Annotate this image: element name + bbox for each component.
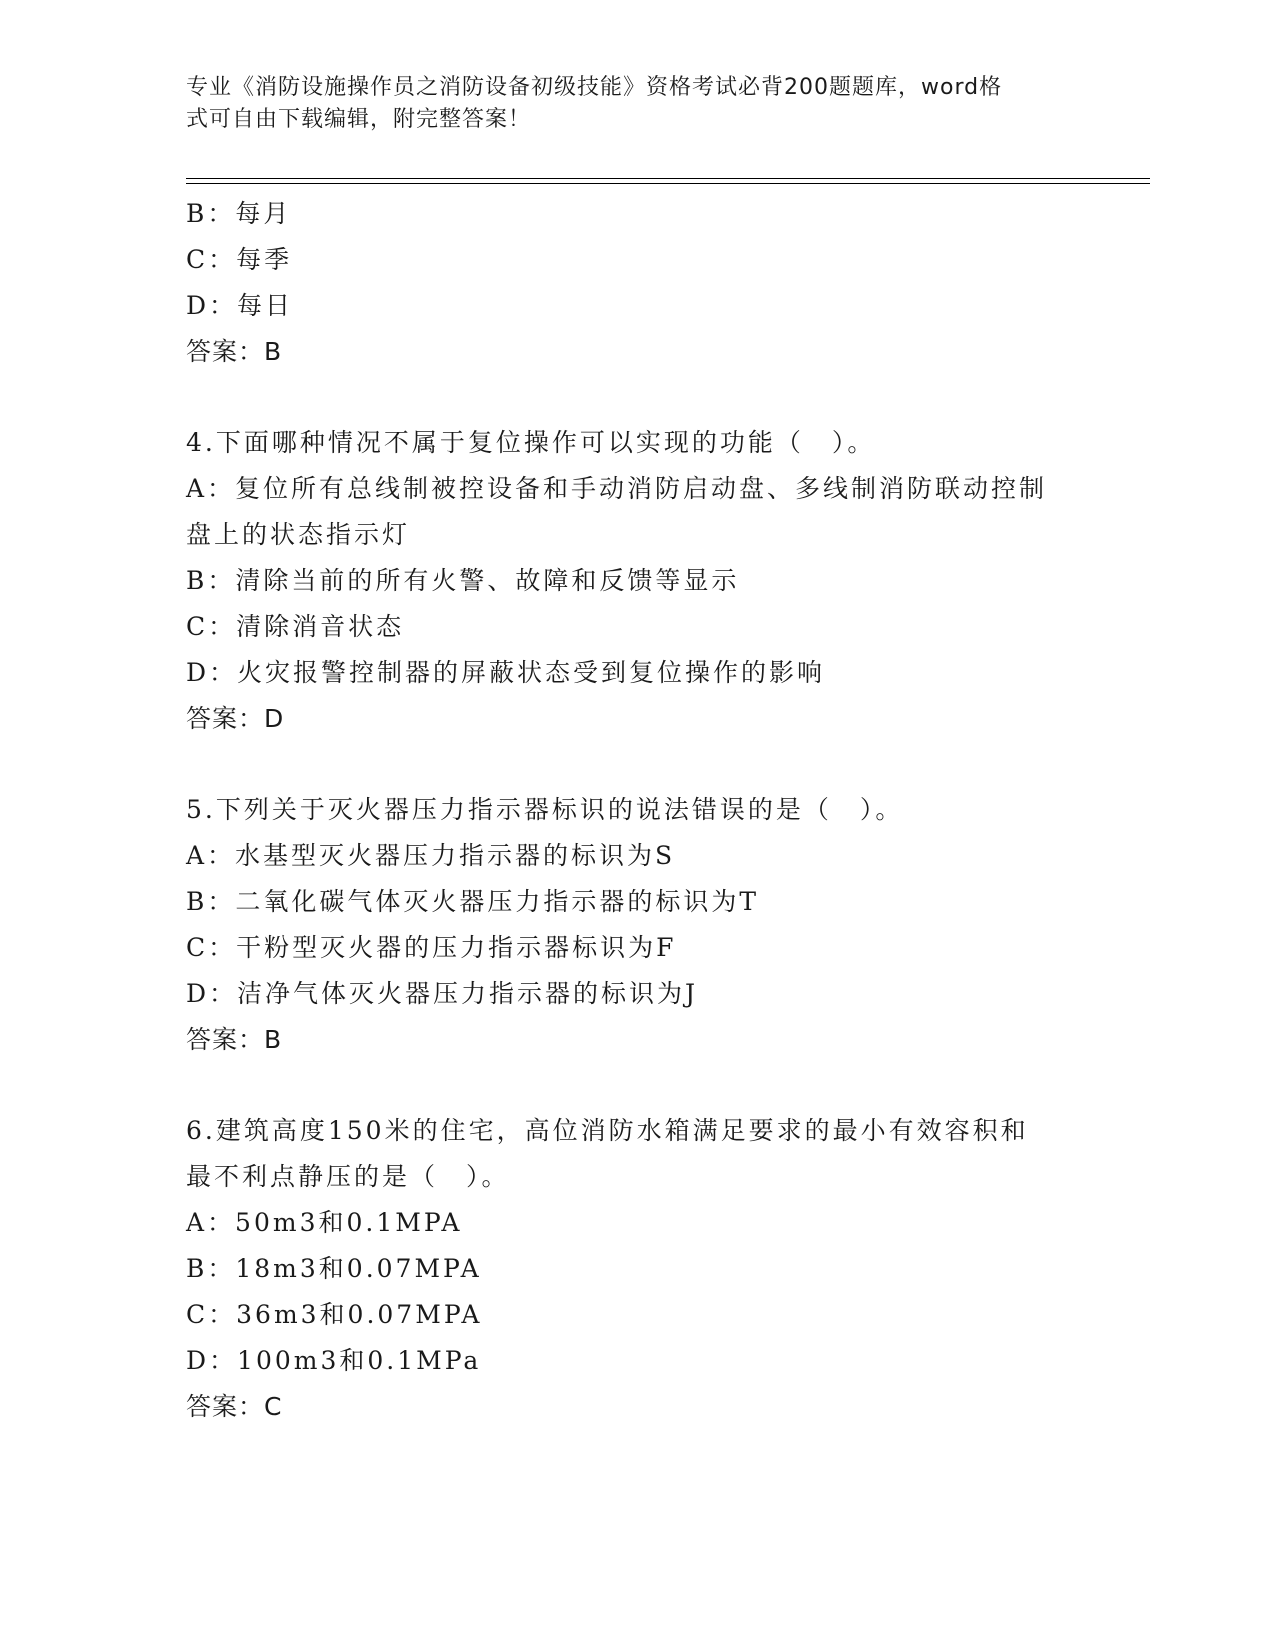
q6-option-d: D：100m3和0.1MPa (186, 1346, 482, 1375)
q4-question: 4.下面哪种情况不属于复位操作可以实现的功能（ ）。 (186, 428, 876, 457)
q4-option-a-line-2: 盘上的状态指示灯 (186, 520, 411, 549)
q4-option-b: B：清除当前的所有火警、故障和反馈等显示 (186, 566, 740, 595)
question-4-block (186, 420, 1086, 742)
q3-answer: 答案：B (186, 337, 283, 366)
q6-answer: 答案：C (186, 1392, 283, 1421)
document-header (186, 72, 1066, 136)
q5-option-b: B：二氧化碳气体灭火器压力指示器的标识为T (186, 887, 760, 916)
header-line-2: 式可自由下载编辑，附完整答案！ (186, 107, 532, 132)
q5-option-d: D：洁净气体灭火器压力指示器的标识为J (186, 979, 699, 1008)
q6-option-b: B：18m3和0.07MPA (186, 1254, 482, 1283)
q5-answer: 答案：B (186, 1025, 283, 1054)
q3-option-b: B：每月 (186, 199, 292, 228)
question-3-block (186, 191, 1086, 375)
spacer (186, 742, 1086, 787)
q4-answer: 答案：D (186, 704, 285, 733)
header-divider-top (186, 178, 1150, 179)
q3-option-c: C：每季 (186, 245, 293, 274)
spacer (186, 375, 1086, 420)
q5-question: 5.下列关于灭火器压力指示器标识的说法错误的是（ ）。 (186, 795, 904, 824)
spacer (186, 1063, 1086, 1108)
q4-option-a-line-1: A：复位所有总线制被控设备和手动消防启动盘、多线制消防联动控制 (186, 474, 1048, 503)
question-5-block (186, 787, 1086, 1063)
q4-option-d: D：火灾报警控制器的屏蔽状态受到复位操作的影响 (186, 658, 826, 687)
q6-option-c: C：36m3和0.07MPA (186, 1300, 483, 1329)
q6-question-line-1: 6.建筑高度150米的住宅，高位消防水箱满足要求的最小有效容积和 (186, 1116, 1029, 1145)
header-line-1: 专业《消防设施操作员之消防设备初级技能》资格考试必背200题题库，word格 (186, 75, 1003, 100)
q3-option-d: D：每日 (186, 291, 294, 320)
question-6-block (186, 1108, 1086, 1430)
q6-question-line-2: 最不利点静压的是（ ）。 (186, 1162, 510, 1191)
header-divider-bottom (186, 183, 1150, 184)
q6-option-a: A：50m3和0.1MPA (186, 1208, 463, 1237)
question-content (186, 191, 1086, 1430)
q4-option-c: C：清除消音状态 (186, 612, 405, 641)
q5-option-a: A：水基型灭火器压力指示器的标识为S (186, 841, 676, 870)
q5-option-c: C：干粉型灭火器的压力指示器标识为F (186, 933, 677, 962)
